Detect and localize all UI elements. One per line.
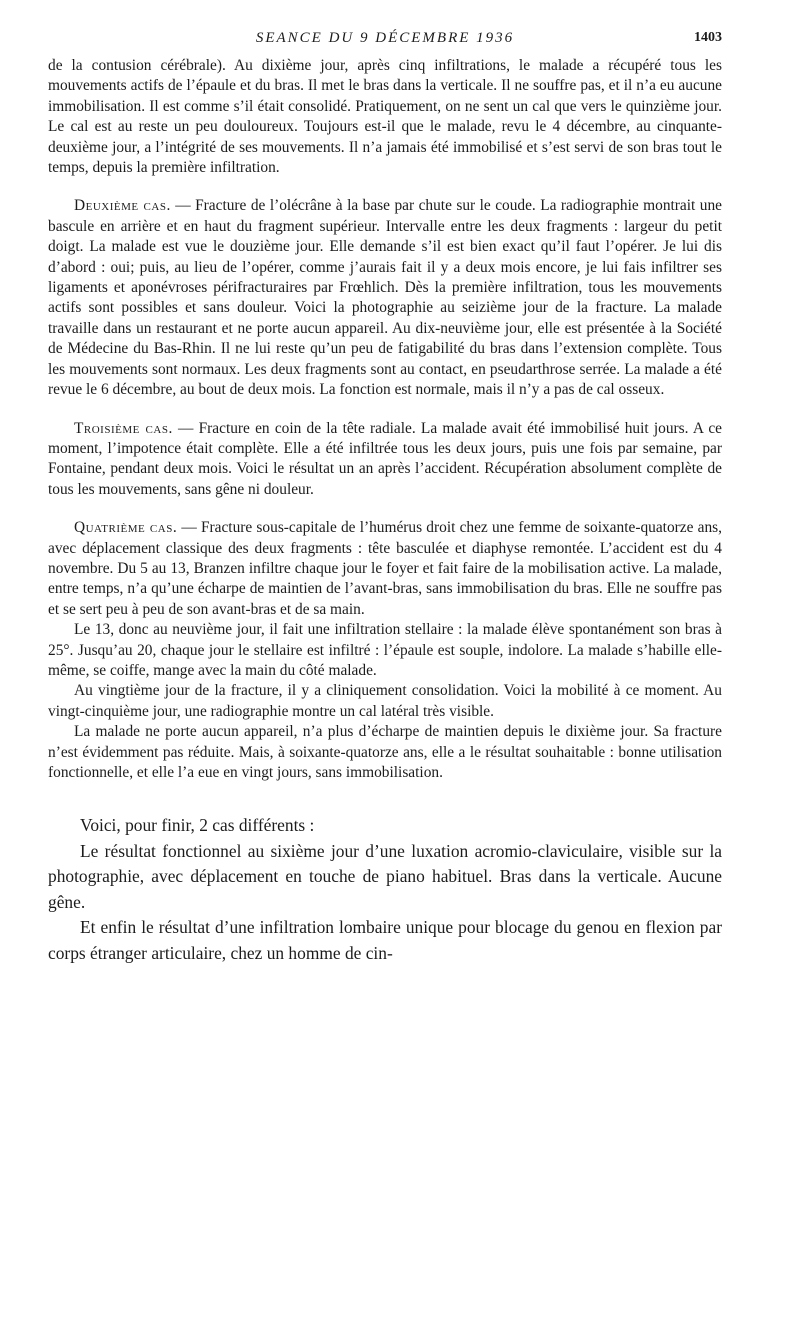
document-page (48, 30, 722, 966)
case2-text: — Fracture de l’olécrâne à la base par chute sur le coude. La radiographie montrait une bascule en arrière et en haut du fragment supérieur. Intervalle entre les deux fragments : largeur du petit doigt. La malade est vue le douzième jour. Elle demande s’il est bien exact qu’il faut l’opérer. Je lui dis d’abord : oui; puis, au lieu de l’opérer, comme j’aurais fait il y a deux mois encore, je lui fais infiltrer ses ligaments et aponévroses périfracturaires par Frœhlich. Dès la première infiltration, tous les mouvements actifs sont possibles et sans douleur. Voici la photographie au seizième jour de la fracture. La malade travaille dans un restaurant et ne porte aucun appareil. Au dix-neuvième jour, elle est présentée à la Société de Médecine du Bas-Rhin. Il ne lui reste qu’un peu de fatigabilité du bras dans l’extension complète. Tous les mouvements sont normaux. Les deux fragments sont au contact, en pseudarthrose serrée. La malade a été revue le 6 décembre, au bout de deux mois. La fonction est normale, mais il n’y a pas de cal osseux. (48, 197, 722, 399)
paragraph-lumbar-infiltration: Et enfin le résultat d’une infiltration lombaire unique pour blocage du genou en flexion par corps étranger articulaire, chez un homme de cin- (48, 917, 722, 963)
page-header (48, 30, 722, 56)
page-number: 1403 (694, 30, 722, 45)
paragraph-case3 (48, 419, 722, 501)
paragraph-case4-consolidation: Au vingtième jour de la fracture, il y a cliniquement consolidation. Voici la mobilité à ce moment. Au vingt-cinquième jour, une radiographie montre un cal latéral très visible. (48, 682, 722, 720)
case2-label: Deuxième cas. (74, 197, 171, 215)
body-large-text (48, 813, 722, 966)
paragraph-case4-result: La malade ne porte aucun appareil, n’a plus d’écharpe de maintien depuis le dixième jour. Sa fracture n’est évidemment pas réduite. Mais, à soixante-quatorze ans, elle a le résultat souhaitable : bonne utilisation fonctionnelle, et elle l’a eue en vingt jours, sans immobilisation. (48, 723, 722, 781)
case3-label: Troisième cas. (74, 419, 173, 437)
case4-label: Quatrième cas. (74, 519, 178, 537)
paragraph-case1-continued: de la contusion cérébrale). Au dixième jour, après cinq infiltrations, le malade a récupéré tous les mouvements actifs de l’épaule et du bras. Il met le bras dans la verticale. Il ne souffre pas, et il n’a eu aucune immobilisation. Il est comme s’il était consolidé. Pratiquement, on ne sent un cal que vers le quinzième jour. Le cal est au reste un peu douloureux. Toujours est-il que le malade, revu le 4 décembre, au cinquante-deuxième jour, a l’intégrité de ses mouvements. Il n’a jamais été immobilisé et s’est servi de son bras tout le temps, depuis la première infiltration. (48, 57, 722, 177)
paragraph-two-cases-intro: Voici, pour finir, 2 cas différents : (80, 815, 315, 836)
paragraph-case2 (48, 196, 722, 400)
case3-text: — Fracture en coin de la tête radiale. La malade avait été immobilisé huit jours. A ce moment, l’impotence était complète. Elle a été infiltrée tous les deux jours, puis une fois par semaine, par Fontaine, pendant deux mois. Voici le résultat un an après l’accident. Récupération absolument complète de tous les mouvements, sans gêne ni douleur. (48, 419, 722, 498)
case4-text: — Fracture sous-capitale de l’humérus droit chez une femme de soixante-quatorze ans, avec déplacement classique des deux fragments : tête basculée et diaphyse remontée. L’accident est du 4 novembre. Du 5 au 13, Branzen infiltre chaque jour le foyer et fait faire de la mobilisation active. La malade, entre temps, n’a qu’une écharpe de maintien de l’avant-bras, sans immobilisation du bras. Elle ne souffre pas et se sert peu à peu de son avant-bras et de sa main. (48, 519, 722, 618)
running-title: SEANCE DU 9 DÉCEMBRE 1936 (255, 30, 515, 46)
paragraph-case4 (48, 518, 722, 620)
paragraph-case4-stellate: Le 13, donc au neuvième jour, il fait une infiltration stellaire : la malade élève spontanément son bras à 25°. Jusqu’au 20, chaque jour le stellaire est infiltré : l’épaule est souple, indolore. La malade s’habille elle-même, se coiffe, mange avec la main du côté malade. (48, 621, 722, 679)
paragraph-acromio-clavicular: Le résultat fonctionnel au sixième jour d’une luxation acromio-claviculaire, visible sur la photographie, avec déplacement en touche de piano habituel. Bras dans la verticale. Aucune gêne. (48, 840, 722, 912)
body-small-text (48, 56, 722, 783)
